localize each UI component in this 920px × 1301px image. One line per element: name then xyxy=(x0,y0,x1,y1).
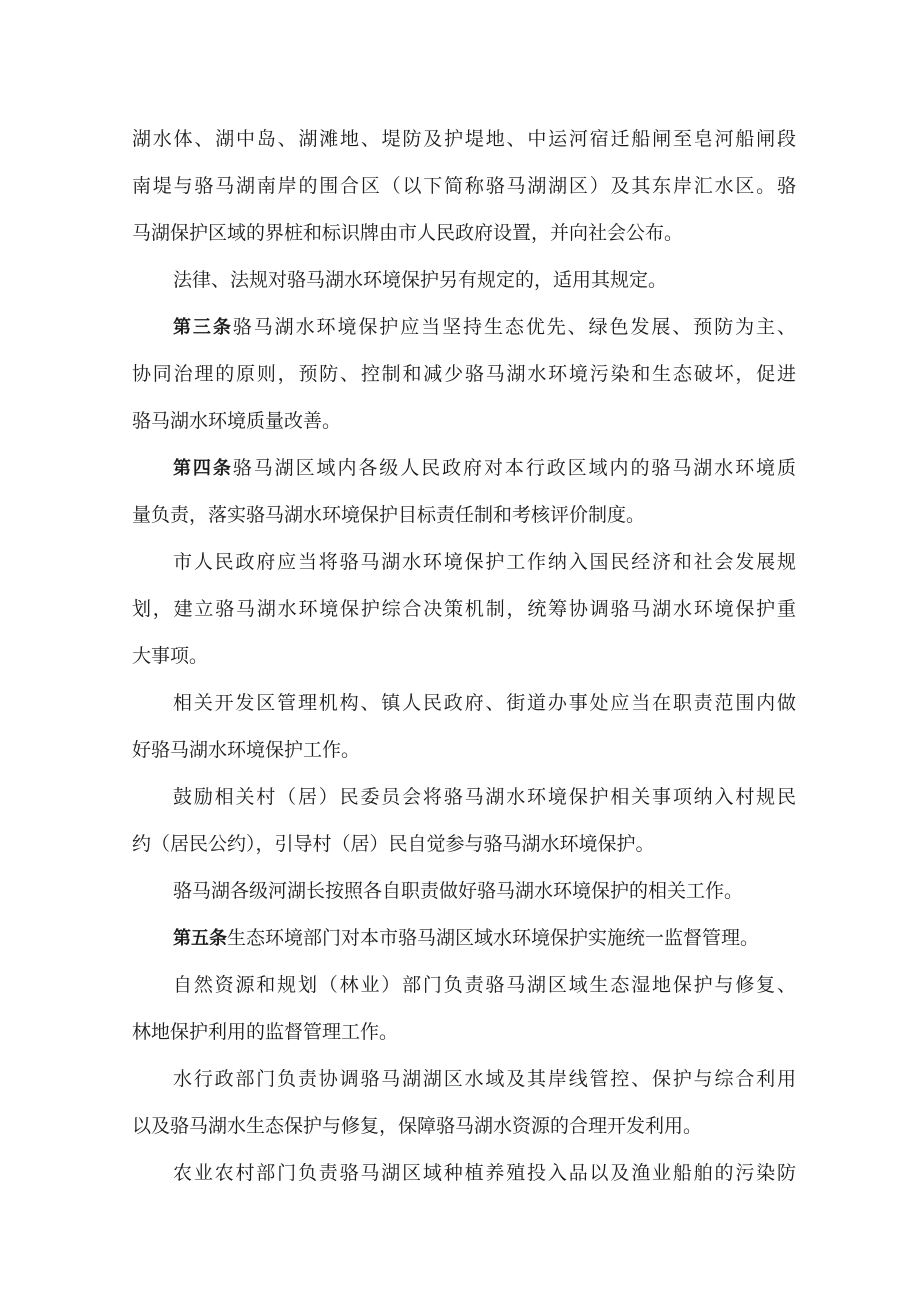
text-line-23: 农业农村部门负责骆马湖区域种植养殖投入品以及渔业船舶的污染防 xyxy=(173,1162,796,1184)
text-line-3: 马湖保护区域的界桩和标识牌由市人民政府设置，并向社会公布。 xyxy=(132,222,684,244)
text-line-2: 南堤与骆马湖南岸的围合区（以下简称骆马湖湖区）及其东岸汇水区。骆 xyxy=(132,175,796,197)
text-line-16: 约（居民公约），引导村（居）民自觉参与骆马湖水环境保护。 xyxy=(132,833,655,855)
text-line-20: 林地保护利用的监督管理工作。 xyxy=(132,1021,399,1043)
text-line-22: 以及骆马湖水生态保护与修复，保障骆马湖水资源的合理开发利用。 xyxy=(132,1115,703,1137)
text-line-10: 市人民政府应当将骆马湖水环境保护工作纳入国民经济和社会发展规 xyxy=(173,551,796,573)
text-line-19: 自然资源和规划（林业）部门负责骆马湖区域生态湿地保护与修复、 xyxy=(173,974,796,996)
article-3-heading-line: 第三条骆马湖水环境保护应当坚持生态优先、绿色发展、预防为主、 xyxy=(173,316,796,338)
text-line-7: 骆马湖水环境质量改善。 xyxy=(132,410,342,432)
article-3-label: 第三条 xyxy=(173,317,233,338)
article-4-heading-line: 第四条骆马湖区域内各级人民政府对本行政区域内的骆马湖水环境质 xyxy=(173,457,796,479)
article-4-label: 第四条 xyxy=(173,458,233,479)
text-line-1: 湖水体、湖中岛、湖滩地、堤防及护堤地、中运河宿迁船闸至皂河船闸段 xyxy=(132,128,796,150)
document-page xyxy=(132,128,796,1209)
text-line-13: 相关开发区管理机构、镇人民政府、街道办事处应当在职责范围内做 xyxy=(173,692,796,714)
text-line-11: 划，建立骆马湖水环境保护综合决策机制，统筹协调骆马湖水环境保护重 xyxy=(132,598,796,620)
text-line-17: 骆马湖各级河湖长按照各自职责做好骆马湖水环境保护的相关工作。 xyxy=(173,880,744,902)
text-line-4: 法律、法规对骆马湖水环境保护另有规定的，适用其规定。 xyxy=(173,269,668,291)
article-5-label: 第五条 xyxy=(173,928,227,949)
text-line-15: 鼓励相关村（居）民委员会将骆马湖水环境保护相关事项纳入村规民 xyxy=(173,786,796,808)
text-line-12: 大事项。 xyxy=(132,645,209,667)
text-line-9: 量负责，落实骆马湖水环境保护目标责任制和考核评价制度。 xyxy=(132,504,646,526)
article-5-heading-line: 第五条生态环境部门对本市骆马湖区域水环境保护实施统一监督管理。 xyxy=(173,927,760,949)
text-line-14: 好骆马湖水环境保护工作。 xyxy=(132,739,361,761)
text-line-6: 协同治理的原则，预防、控制和减少骆马湖水环境污染和生态破坏，促进 xyxy=(132,363,796,385)
text-line-21: 水行政部门负责协调骆马湖湖区水域及其岸线管控、保护与综合利用 xyxy=(173,1068,796,1090)
